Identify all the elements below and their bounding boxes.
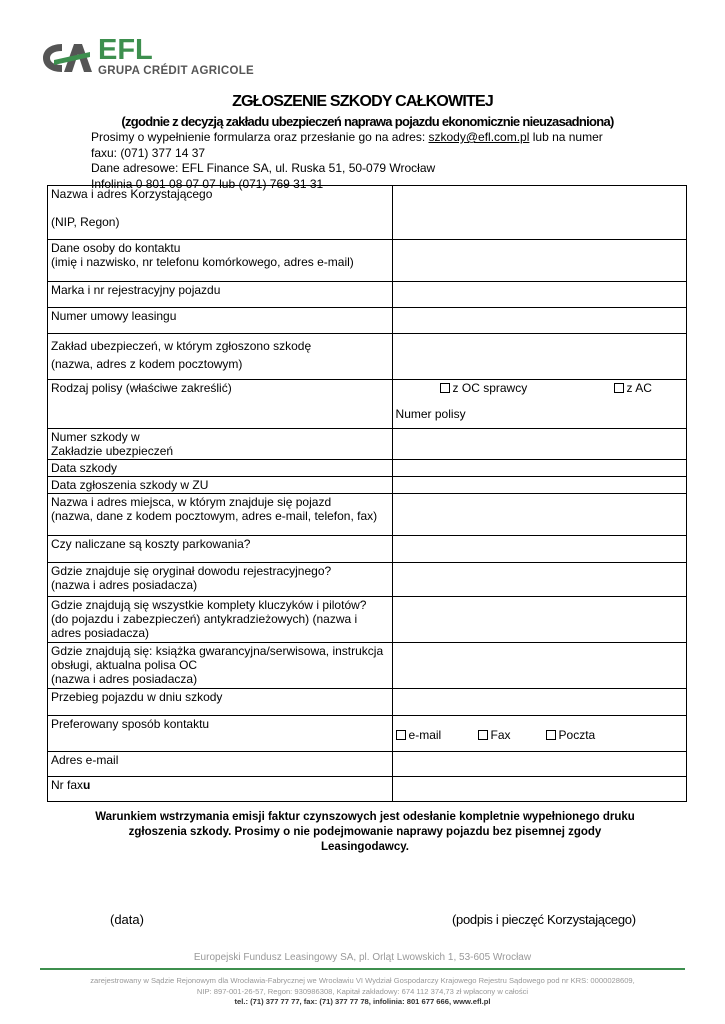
label-report-date: Data zgłoszenia szkody w ZU [48, 477, 393, 494]
form-row-contact [48, 240, 687, 282]
footer-contact-line: tel.: (71) 377 77 77, fax: (71) 377 77 78, infolinia: 801 677 666, www.efl.pl [234, 997, 491, 1006]
label-fax [48, 777, 393, 802]
footer-divider [40, 968, 685, 970]
form-row-fax [48, 777, 687, 802]
label-insurer-line1: Zakład ubezpieczeń, w którym zgłoszono szkodę [51, 339, 312, 353]
label-documents-line1: Gdzie znajdują się: książka gwarancyjna/serwisowa, instrukcja [51, 644, 384, 658]
policy-number-label: Numer polisy [395, 407, 466, 421]
label-claim-number-line1: Numer szkody w [51, 430, 140, 444]
footnote [70, 810, 660, 855]
footnote-line1: Warunkiem wstrzymania emisji faktur czynszowych jest odesłanie kompletnie wypełnionego druku [95, 811, 635, 823]
signature-sign-label: (podpis i pieczęć Korzystającego) [452, 912, 636, 927]
logo-efl-text: EFL [98, 34, 153, 66]
label-email: Adres e-mail [48, 752, 393, 777]
label-documents-line3: (nazwa i adres posiadacza) [51, 672, 198, 686]
label-contact-line1: Dane osoby do kontaktu [51, 241, 181, 255]
field-policy-type [392, 380, 686, 429]
field-claim-number[interactable] [392, 429, 686, 460]
field-insurer[interactable] [392, 334, 686, 380]
label-contact-method: Preferowany sposób kontaktu [48, 716, 393, 752]
form-row-vehicle [48, 282, 687, 308]
field-parking-costs[interactable] [392, 536, 686, 563]
field-lessee[interactable] [392, 186, 686, 240]
option-ac[interactable] [614, 381, 652, 395]
field-fax[interactable] [392, 777, 686, 802]
label-fax-text: Nr fax [51, 778, 84, 792]
label-keys-line2: (do pojazdu i zabezpieczeń) antykradzieżowych) (nazwa i [51, 612, 358, 626]
signature-date-label: (data) [110, 912, 144, 927]
option-post[interactable] [546, 728, 596, 742]
field-email[interactable] [392, 752, 686, 777]
form-row-documents [48, 643, 687, 689]
label-claim-number [48, 429, 393, 460]
intro-fax: faxu: (071) 377 14 37 [91, 145, 206, 160]
field-contact-method [392, 716, 686, 752]
label-lessee-line2: (NIP, Regon) [51, 215, 120, 229]
label-lessee-line1: Nazwa i adres Korzystającego [51, 187, 213, 201]
form-subtitle: (zgodnie z decyzją zakładu ubezpieczeń naprawa pojazdu ekonomicznie nieuzasadniona) [121, 114, 614, 129]
form-row-keys [48, 597, 687, 643]
label-insurer-line2: (nazwa, adres z kodem pocztowym) [51, 357, 243, 371]
label-policy-type: Rodzaj polisy (właściwe zakreślić) [48, 380, 393, 429]
field-report-date[interactable] [392, 477, 686, 494]
label-documents-line2: obsługi, aktualna polisa OC [51, 658, 198, 672]
checkbox-email-icon[interactable] [396, 730, 406, 740]
form-row-email [48, 752, 687, 777]
label-keys-line1: Gdzie znajdują się wszystkie komplety kluczyków i pilotów? [51, 598, 367, 612]
intro-line1-post: lub na numer [529, 130, 603, 144]
claim-form-table [47, 185, 687, 802]
checkbox-fax-icon[interactable] [478, 730, 488, 740]
footnote-line3: Leasingodawcy. [321, 841, 409, 853]
label-vehicle-location-line2: (nazwa, dane z kodem pocztowym, adres e-mail, telefon, fax) [51, 509, 378, 523]
label-vehicle-location-line1: Nazwa i adres miejsca, w którym znajduje się pojazd [51, 495, 332, 509]
intro-line1-pre: Prosimy o wypełnienie formularza oraz przesłanie go na adres: [91, 130, 429, 144]
form-row-lessee [48, 186, 687, 240]
option-oc-label: z OC sprawcy [452, 381, 528, 395]
form-row-registration-doc [48, 563, 687, 597]
intro-text [91, 130, 651, 192]
footer-address: Europejski Fundusz Leasingowy SA, pl. Orląt Lwowskich 1, 53-605 Wrocław [193, 952, 532, 963]
form-row-vehicle-location [48, 494, 687, 536]
label-vehicle: Marka i nr rejestracyjny pojazdu [48, 282, 393, 308]
intro-address: Dane adresowe: EFL Finance SA, ul. Ruska 51, 50-079 Wrocław [91, 161, 436, 175]
label-keys [48, 597, 393, 643]
field-mileage[interactable] [392, 689, 686, 716]
field-registration-doc[interactable] [392, 563, 686, 597]
option-ac-label: z AC [626, 381, 652, 395]
label-keys-line3: adres posiadacza) [51, 626, 150, 640]
form-row-mileage [48, 689, 687, 716]
label-lessee [48, 186, 393, 240]
form-row-contact-method [48, 716, 687, 752]
label-damage-date: Data szkody [48, 460, 393, 477]
label-contact-line2: (imię i nazwisko, nr telefonu komórkowego, adres e-mail) [51, 255, 354, 269]
checkbox-post-icon[interactable] [546, 730, 556, 740]
label-insurer [48, 334, 393, 380]
label-mileage: Przebieg pojazdu w dniu szkody [48, 689, 393, 716]
field-vehicle[interactable] [392, 282, 686, 308]
field-keys[interactable] [392, 597, 686, 643]
form-row-policy-type [48, 380, 687, 429]
option-email-label: e-mail [408, 728, 442, 742]
logo-group-text: GRUPA CRÉDIT AGRICOLE [98, 65, 255, 77]
form-row-report-date [48, 477, 687, 494]
form-row-insurer [48, 334, 687, 380]
form-row-lease-number [48, 308, 687, 334]
form-row-claim-number [48, 429, 687, 460]
footer-legal-line2: NIP: 897-001-26-57, Regon: 930986308, Kapitał zakładowy: 674 112 374,73 zł wpłacony w całości [196, 987, 529, 996]
label-claim-number-line2: Zakładzie ubezpieczeń [51, 444, 174, 458]
form-row-parking-costs [48, 536, 687, 563]
label-registration-doc [48, 563, 393, 597]
field-contact[interactable] [392, 240, 686, 282]
label-registration-doc-line1: Gdzie znajduje się oryginał dowodu rejestracyjnego? [51, 564, 332, 578]
field-lease-number[interactable] [392, 308, 686, 334]
label-registration-doc-line2: (nazwa i adres posiadacza) [51, 578, 198, 592]
label-documents [48, 643, 393, 689]
checkbox-ac-icon[interactable] [614, 383, 624, 393]
claims-email-link[interactable]: szkody@efl.com.pl [428, 130, 530, 144]
intro-hotline: Infolinia 0 801 08 07 07 lub (071) 769 31 31 [91, 176, 324, 191]
efl-logo [40, 34, 280, 80]
field-vehicle-location[interactable] [392, 494, 686, 536]
option-oc[interactable] [440, 381, 528, 395]
label-vehicle-location [48, 494, 393, 536]
form-title: ZGŁOSZENIE SZKODY CAŁKOWITEJ [232, 93, 493, 110]
footnote-line2: zgłoszenia szkody. Prosimy o nie podejmowanie naprawy pojazdu bez pisemnej zgody [128, 826, 602, 838]
label-fax-bold: u [83, 778, 91, 792]
label-parking-costs: Czy naliczane są koszty parkowania? [48, 536, 393, 563]
field-damage-date[interactable] [392, 460, 686, 477]
option-fax[interactable] [478, 728, 511, 742]
field-documents[interactable] [392, 643, 686, 689]
checkbox-oc-icon[interactable] [440, 383, 450, 393]
form-row-damage-date [48, 460, 687, 477]
footer-legal-line1: zarejestrowany w Sądzie Rejonowym dla Wrocławia-Fabrycznej we Wrocławiu VI Wydział Gospodarczy Krajowego Rejestru Sądowego pod nr KRS: 0000028609, [90, 976, 635, 985]
option-fax-label: Fax [490, 728, 511, 742]
option-post-label: Poczta [558, 728, 596, 742]
credit-agricole-logo-icon [40, 40, 95, 76]
option-email[interactable] [396, 728, 442, 742]
label-lease-number: Numer umowy leasingu [48, 308, 393, 334]
label-contact [48, 240, 393, 282]
